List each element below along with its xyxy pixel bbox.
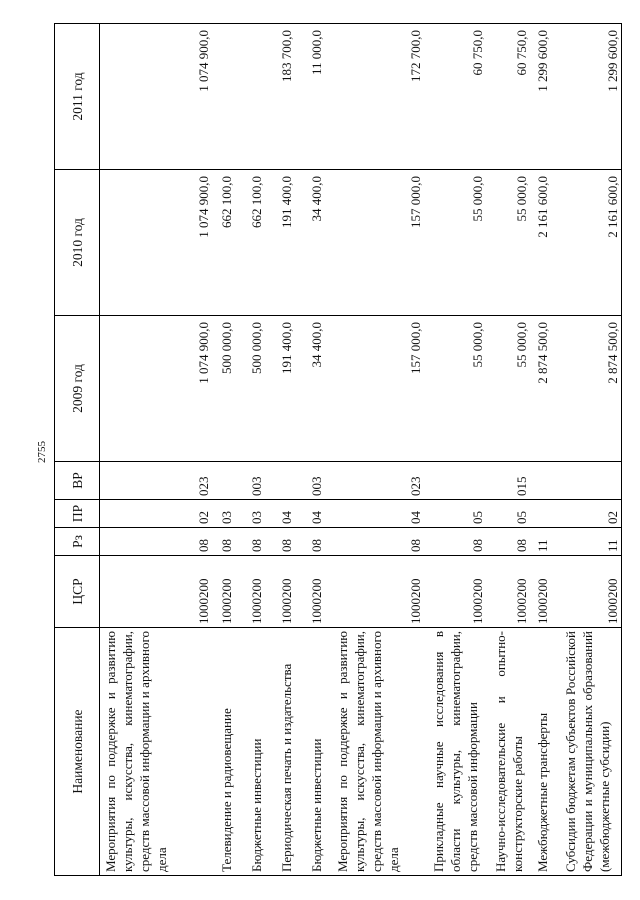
row-csr: 1000200 [424, 556, 486, 628]
row-vr [212, 462, 242, 500]
row-2009: 55 000,0 [424, 316, 486, 462]
row-rz: 08 [486, 528, 530, 556]
row-csr: 1000200 [242, 556, 272, 628]
budget-table [54, 23, 622, 876]
row-2009: 500 000,0 [242, 316, 272, 462]
row-name: Научно-исследовательские и опытно-конструкторские работы [486, 628, 530, 876]
table-row [272, 24, 302, 876]
header-rz: Рз [55, 528, 100, 556]
page-number: 2755 [36, 441, 48, 463]
row-2010: 1 074 900,0 [100, 170, 212, 316]
row-2011: 11 000,0 [302, 24, 332, 170]
row-name: Прикладные научные исследования в области культуры, кинематографии, средств массовой информации [424, 628, 486, 876]
header-pr: ПР [55, 500, 100, 528]
row-2010: 157 000,0 [332, 170, 424, 316]
row-2009: 34 400,0 [302, 316, 332, 462]
table-row [530, 24, 558, 876]
row-2011 [212, 24, 242, 170]
row-2010: 34 400,0 [302, 170, 332, 316]
header-csr: ЦСР [55, 556, 100, 628]
row-2011: 1 299 600,0 [530, 24, 558, 170]
row-csr: 1000200 [212, 556, 242, 628]
row-name: Мероприятия по поддержке и развитию культуры, искусства, кинематографии, средств массовой информации и архивного дела [332, 628, 424, 876]
row-2011: 60 750,0 [486, 24, 530, 170]
row-name: Бюджетные инвестиции [302, 628, 332, 876]
row-vr: 023 [332, 462, 424, 500]
row-pr: 05 [486, 500, 530, 528]
row-2011: 172 700,0 [332, 24, 424, 170]
row-pr: 04 [332, 500, 424, 528]
row-name: Бюджетные инвестиции [242, 628, 272, 876]
row-csr: 1000200 [486, 556, 530, 628]
row-rz: 08 [100, 528, 212, 556]
header-2010: 2010 год [55, 170, 100, 316]
row-rz: 08 [424, 528, 486, 556]
table-row [242, 24, 272, 876]
row-2009: 2 874 500,0 [530, 316, 558, 462]
row-2009: 2 874 500,0 [558, 316, 622, 462]
row-2009: 157 000,0 [332, 316, 424, 462]
row-pr: 04 [302, 500, 332, 528]
row-2011: 183 700,0 [272, 24, 302, 170]
row-2010: 662 100,0 [242, 170, 272, 316]
row-vr: 015 [486, 462, 530, 500]
table-row [212, 24, 242, 876]
row-vr [558, 462, 622, 500]
row-csr: 1000200 [272, 556, 302, 628]
row-csr: 1000200 [530, 556, 558, 628]
row-2009: 1 074 900,0 [100, 316, 212, 462]
table-row [486, 24, 530, 876]
row-rz: 11 [558, 528, 622, 556]
row-2010: 2 161 600,0 [558, 170, 622, 316]
row-vr: 023 [100, 462, 212, 500]
table-row [302, 24, 332, 876]
row-2011: 1 299 600,0 [558, 24, 622, 170]
row-rz: 08 [242, 528, 272, 556]
row-rz: 08 [212, 528, 242, 556]
header-row [55, 24, 100, 876]
row-csr: 1000200 [332, 556, 424, 628]
row-2009: 500 000,0 [212, 316, 242, 462]
row-2010: 2 161 600,0 [530, 170, 558, 316]
row-2010: 55 000,0 [486, 170, 530, 316]
row-name: Мероприятия по поддержке и развитию культуры, искусства, кинематографии, средств массовой информации и архивного дела [100, 628, 212, 876]
row-csr: 1000200 [558, 556, 622, 628]
rotated-table-container [54, 24, 620, 876]
row-rz: 08 [302, 528, 332, 556]
row-2009: 55 000,0 [486, 316, 530, 462]
row-rz: 11 [530, 528, 558, 556]
row-2010: 191 400,0 [272, 170, 302, 316]
row-name: Межбюджетные трансферты [530, 628, 558, 876]
row-rz: 08 [332, 528, 424, 556]
header-vr: ВР [55, 462, 100, 500]
row-rz: 08 [272, 528, 302, 556]
row-vr [272, 462, 302, 500]
table-row [332, 24, 424, 876]
row-2011: 60 750,0 [424, 24, 486, 170]
row-name: Субсидии бюджетам субъектов Российской Федерации и муниципальных образований (межбюджетные субсидии) [558, 628, 622, 876]
row-2010: 55 000,0 [424, 170, 486, 316]
row-pr: 04 [272, 500, 302, 528]
row-vr: 003 [302, 462, 332, 500]
row-vr [530, 462, 558, 500]
row-2011: 1 074 900,0 [100, 24, 212, 170]
row-2009: 191 400,0 [272, 316, 302, 462]
header-2009: 2009 год [55, 316, 100, 462]
table-row [558, 24, 622, 876]
header-2011: 2011 год [55, 24, 100, 170]
row-csr: 1000200 [100, 556, 212, 628]
row-pr [530, 500, 558, 528]
table-row [100, 24, 212, 876]
row-csr: 1000200 [302, 556, 332, 628]
row-pr: 03 [212, 500, 242, 528]
row-vr: 003 [242, 462, 272, 500]
row-name: Телевидение и радиовещание [212, 628, 242, 876]
row-pr: 02 [558, 500, 622, 528]
row-pr: 03 [242, 500, 272, 528]
row-2011 [242, 24, 272, 170]
header-name: Наименование [55, 628, 100, 876]
row-vr [424, 462, 486, 500]
row-pr: 05 [424, 500, 486, 528]
row-name: Периодическая печать и издательства [272, 628, 302, 876]
row-pr: 02 [100, 500, 212, 528]
row-2010: 662 100,0 [212, 170, 242, 316]
table-row [424, 24, 486, 876]
